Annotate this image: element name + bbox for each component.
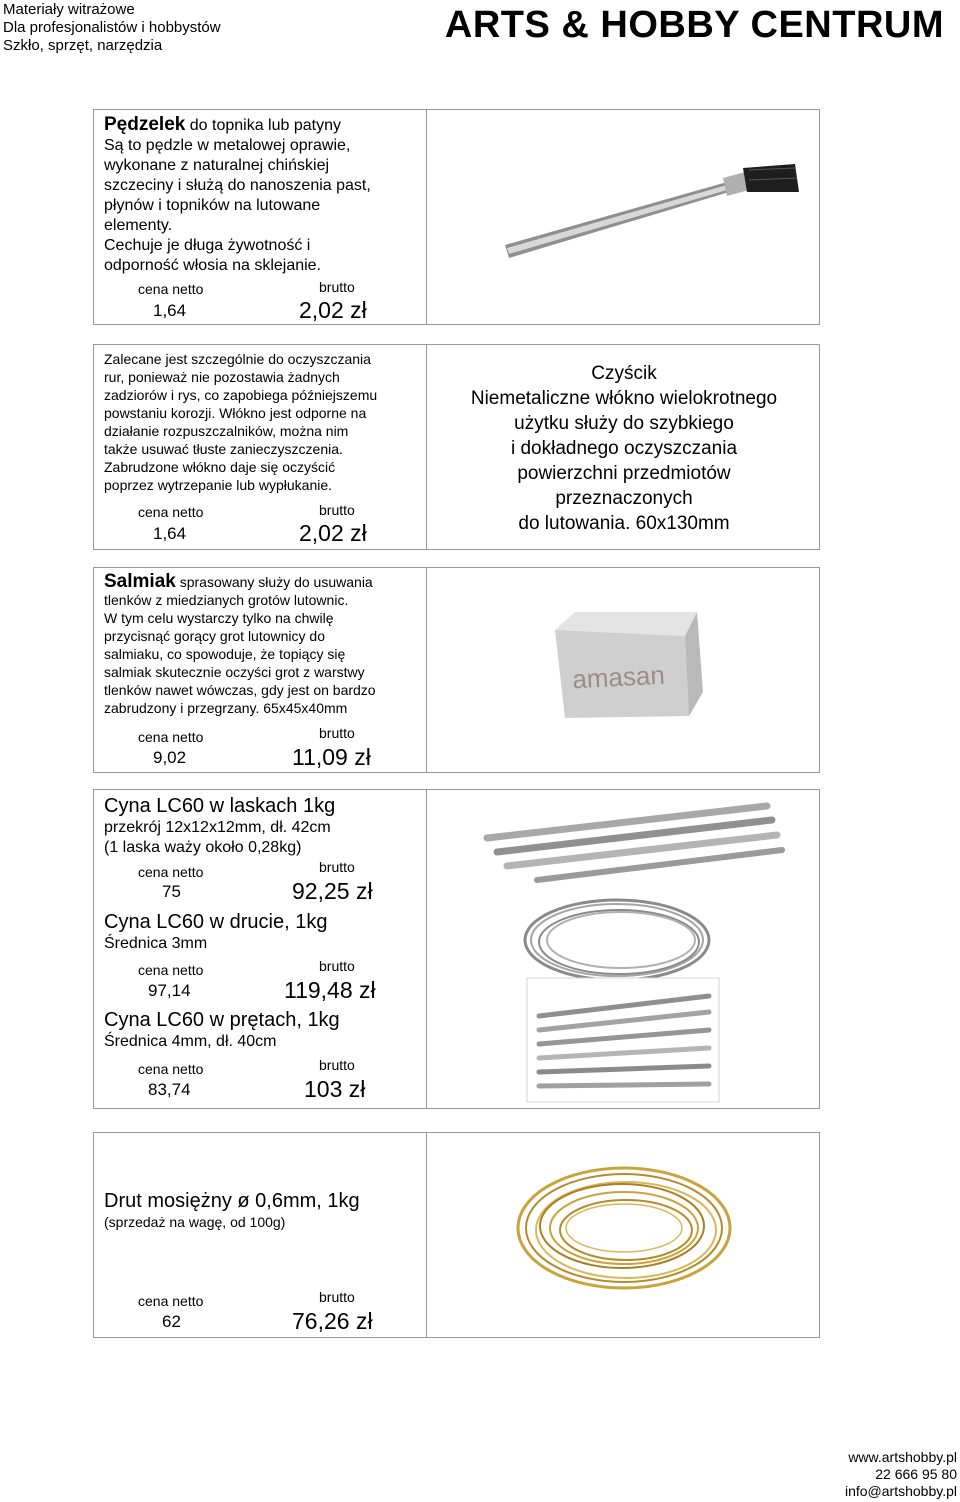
desc-line: Cechuje je długa żywotność i: [104, 237, 311, 254]
salmiak-image: [427, 568, 821, 774]
block-embossed-text: amasan: [571, 659, 666, 695]
brutto-label: brutto: [319, 502, 355, 518]
header-line: Dla profesjonalistów i hobbystów: [3, 19, 221, 36]
desc-line: salmiak skutecznie oczyści grot z warstwy: [104, 664, 365, 680]
netto-price: 75: [162, 882, 181, 901]
brutto-price: 76,26 zł: [292, 1308, 373, 1334]
desc-line: użytku służy do szybkiego: [514, 413, 734, 434]
brass-wire-coil-icon: [518, 1168, 730, 1288]
brush-icon: [505, 164, 799, 258]
product-cyna-image-box: [426, 789, 820, 1109]
desc-line: przekrój 12x12x12mm, dł. 42cm: [104, 819, 331, 836]
product-description: [104, 115, 371, 276]
product-title: Drut mosiężny ø 0,6mm, 1kg: [104, 1190, 360, 1212]
tin-wire-coil-icon: [525, 900, 709, 980]
brush-handle-highlight: [507, 185, 727, 254]
brutto-price: 92,25 zł: [292, 878, 373, 904]
desc-line: poprzez wytrzepanie lub wypłukanie.: [104, 477, 333, 493]
desc-line: przeznaczonych: [555, 488, 693, 509]
desc-line: i dokładnego oczyszczania: [510, 438, 738, 459]
desc-line: salmiaku, co spowoduje, że topiący się: [104, 646, 346, 662]
desc-line: do lutowania. 60x130mm: [518, 513, 730, 534]
brutto-price: 2,02 zł: [299, 520, 367, 546]
cyna-item-2: [104, 911, 327, 954]
cyna-image: [427, 790, 821, 1110]
netto-label: cena netto: [138, 729, 204, 745]
product-salmiak-image-box: [426, 567, 820, 773]
netto-label: cena netto: [138, 281, 204, 297]
brand-title: ARTS & HOBBY CENTRUM: [444, 4, 944, 46]
desc-line: szczeciny i służą do nanoszenia past,: [104, 177, 371, 194]
product-title: Cyna LC60 w prętach, 1kg: [104, 1009, 340, 1031]
footer-email-link[interactable]: info@artshobby.pl: [844, 1483, 957, 1499]
desc-line: powstaniu korozji. Włókno jest odporne na: [104, 405, 367, 421]
desc-line: także usuwać tłuste zanieczyszczenia.: [104, 441, 343, 457]
footer-phone: 22 666 95 80: [875, 1466, 957, 1482]
salmiak-block-icon: [555, 612, 703, 718]
desc-line: Niemetaliczne włókno wielokrotnego: [470, 388, 778, 409]
product-description: [104, 350, 377, 494]
product-drut-text-box: [93, 1132, 427, 1338]
brush-image: [427, 110, 821, 326]
desc-line: tlenków nawet wówczas, gdy jest on bardzo: [104, 682, 376, 698]
brutto-price: 11,09 zł: [292, 744, 371, 770]
desc-line: rur, ponieważ nie pozostawia żadnych: [104, 369, 340, 385]
netto-label: cena netto: [138, 1061, 204, 1077]
desc-line: powierzchni przedmiotów: [517, 463, 731, 484]
desc-line: odporność włosia na sklejanie.: [104, 257, 322, 274]
product-pedzelek-text-box: [93, 109, 427, 325]
brutto-price: 103 zł: [304, 1076, 366, 1102]
desc-line: Średnica 4mm, dł. 40cm: [104, 1033, 277, 1050]
product-czyscik-desc-box: [426, 344, 820, 550]
product-pedzelek-image-box: [426, 109, 820, 325]
desc-line: działanie rozpuszczalników, można nim: [104, 423, 349, 439]
brutto-label: brutto: [319, 725, 355, 741]
netto-price: 9,02: [153, 748, 187, 767]
brutto-label: brutto: [319, 958, 355, 974]
product-description: [104, 573, 376, 717]
product-cyna-text-box: [93, 789, 427, 1109]
header-line: Materiały witrażowe: [3, 1, 135, 18]
desc-line: tlenków z miedzianych grotów lutownic.: [104, 592, 349, 608]
cyna-item-1: [104, 795, 335, 858]
cyna-item-3: [104, 1009, 340, 1052]
product-czyscik-text-box: [93, 344, 427, 550]
header-subtitle: [3, 1, 221, 55]
brutto-label: brutto: [319, 279, 355, 295]
product-title-rest: sprasowany służy do usuwania: [175, 574, 373, 590]
footer-website-link[interactable]: www.artshobby.pl: [848, 1449, 957, 1465]
product-drut-image-box: [426, 1132, 820, 1338]
product-title: Czyścik: [591, 363, 657, 384]
tin-sticks-icon: [487, 806, 782, 880]
brutto-label: brutto: [319, 1057, 355, 1073]
netto-label: cena netto: [138, 1293, 204, 1309]
drut-image: [427, 1133, 821, 1339]
netto-label: cena netto: [138, 504, 204, 520]
netto-price: 1,64: [153, 301, 187, 320]
brutto-label: brutto: [319, 859, 355, 875]
desc-line: zabrudzony i przegrzany. 65x45x40mm: [104, 700, 348, 716]
product-title: Cyna LC60 w laskach 1kg: [104, 795, 336, 817]
product-title: Pędzelek: [104, 114, 186, 135]
desc-line: Są to pędzle w metalowej oprawie,: [104, 137, 351, 154]
desc-line: Zabrudzone włókno daje się oczyścić: [104, 459, 336, 475]
netto-label: cena netto: [138, 864, 204, 880]
desc-line: wykonane z naturalnej chińskiej: [104, 157, 330, 174]
product-title: Cyna LC60 w drucie, 1kg: [104, 911, 328, 933]
desc-line: Zalecane jest szczególnie do oczyszczania: [104, 351, 371, 367]
brutto-price: 119,48 zł: [284, 977, 376, 1003]
desc-line: przycisnąć gorący grot lutownicy do: [104, 628, 325, 644]
desc-line: Średnica 3mm: [104, 935, 208, 952]
product-description: [104, 1190, 360, 1231]
desc-line: (1 laska waży około 0,28kg): [104, 839, 302, 856]
brutto-label: brutto: [319, 1289, 355, 1305]
netto-price: 83,74: [148, 1080, 191, 1099]
product-salmiak-text-box: [93, 567, 427, 773]
desc-line: elementy.: [104, 217, 173, 234]
netto-label: cena netto: [138, 962, 204, 978]
netto-price: 62: [162, 1312, 181, 1331]
header-line: Szkło, sprzęt, narzędzia: [3, 37, 163, 54]
desc-line: płynów i topników na lutowane: [104, 197, 321, 214]
desc-line: zadziorów i rys, co zapobiega późniejszemu: [104, 387, 378, 403]
netto-price: 1,64: [153, 524, 187, 543]
product-title: Salmiak: [104, 571, 176, 592]
footer-contact: [845, 1449, 957, 1500]
netto-price: 97,14: [148, 981, 191, 1000]
czyscik-description: [427, 361, 821, 536]
product-title-rest: do topnika lub patyny: [185, 117, 341, 134]
desc-line: W tym celu wystarczy tylko na chwilę: [104, 610, 334, 626]
brutto-price: 2,02 zł: [299, 297, 367, 323]
desc-line: (sprzedaż na wagę, od 100g): [104, 1214, 286, 1230]
